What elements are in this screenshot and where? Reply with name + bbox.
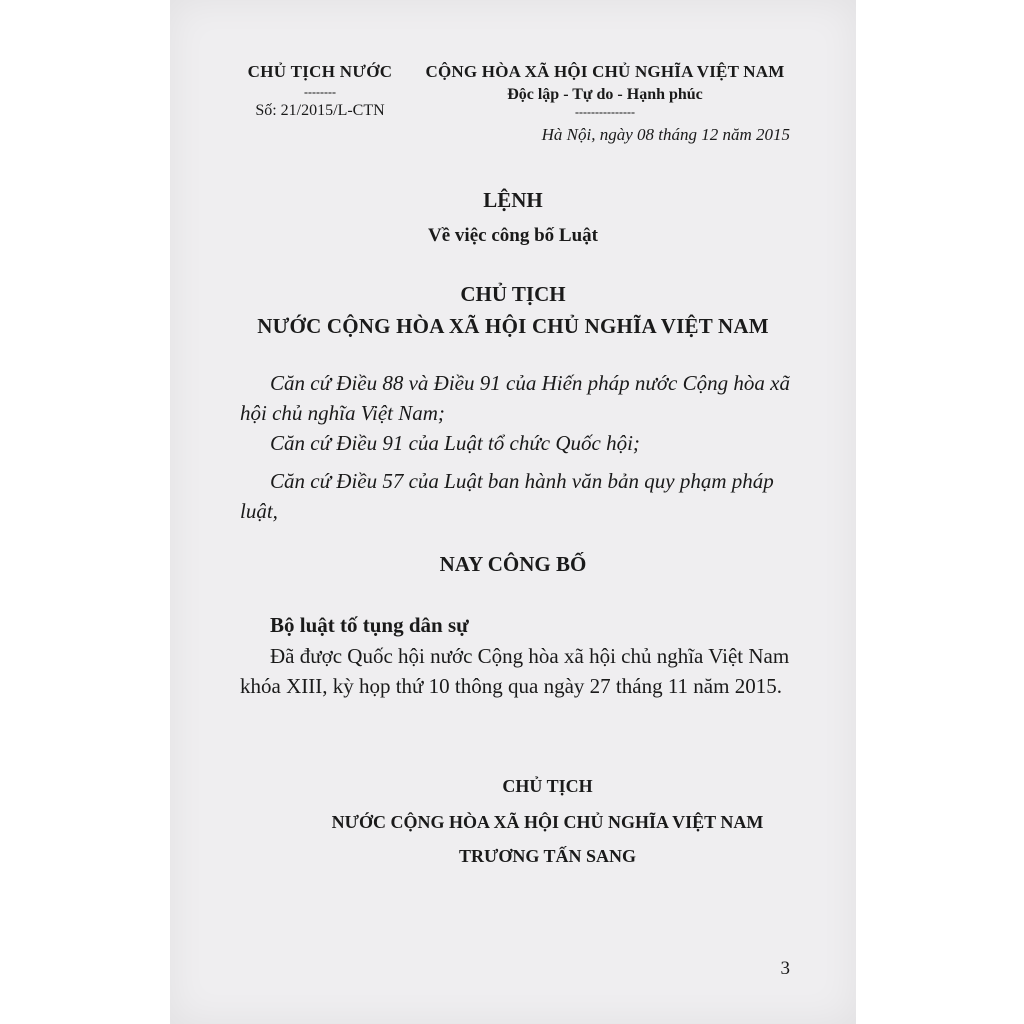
document-page [170,0,856,1024]
national-motto: Độc lập - Tự do - Hạnh phúc [507,86,703,103]
issuer-name: CHỦ TỊCH NƯỚC [247,62,393,81]
passage-statement: Đã được Quốc hội nước Cộng hòa xã hội chủ nghĩa Việt Nam khóa XIII, kỳ họp thứ 10 thông qua ngày 27 tháng 11 năm 2015. [240,644,790,698]
order-subject: Về việc công bố Luật [428,225,598,246]
promulgation-heading: NAY CÔNG BỐ [439,552,587,576]
issuer-title-state: NƯỚC CỘNG HÒA XÃ HỘI CHỦ NGHĨA VIỆT NAM [257,314,769,338]
motto-divider: --------------- [575,105,635,119]
page-number: 3 [780,958,790,979]
republic-name: CỘNG HÒA XÃ HỘI CHỦ NGHĨA VIỆT NAM [425,62,785,81]
law-name: Bộ luật tố tụng dân sự [270,613,469,637]
issue-date: Hà Nội, ngày 08 tháng 12 năm 2015 [541,125,790,144]
national-header [420,62,790,118]
legal-basis-2: Căn cứ Điều 91 của Luật tổ chức Quốc hội; [270,431,640,455]
issuer-header [220,62,420,120]
signature-state: NƯỚC CỘNG HÒA XÃ HỘI CHỦ NGHĨA VIỆT NAM [331,812,764,832]
signature-title: CHỦ TỊCH [502,776,593,796]
issuer-title: CHỦ TỊCH [460,282,566,306]
legal-basis-1: Căn cứ Điều 88 và Điều 91 của Hiến pháp nước Cộng hòa xã hội chủ nghĩa Việt Nam; [240,371,790,425]
document-number: Số: 21/2015/L-CTN [255,102,385,119]
issuer-divider: -------- [304,85,336,99]
legal-basis-3: Căn cứ Điều 57 của Luật ban hành văn bản quy phạm pháp luật, [240,469,774,523]
order-title: LỆNH [483,188,543,212]
signatory-name: TRƯƠNG TẤN SANG [458,846,637,866]
